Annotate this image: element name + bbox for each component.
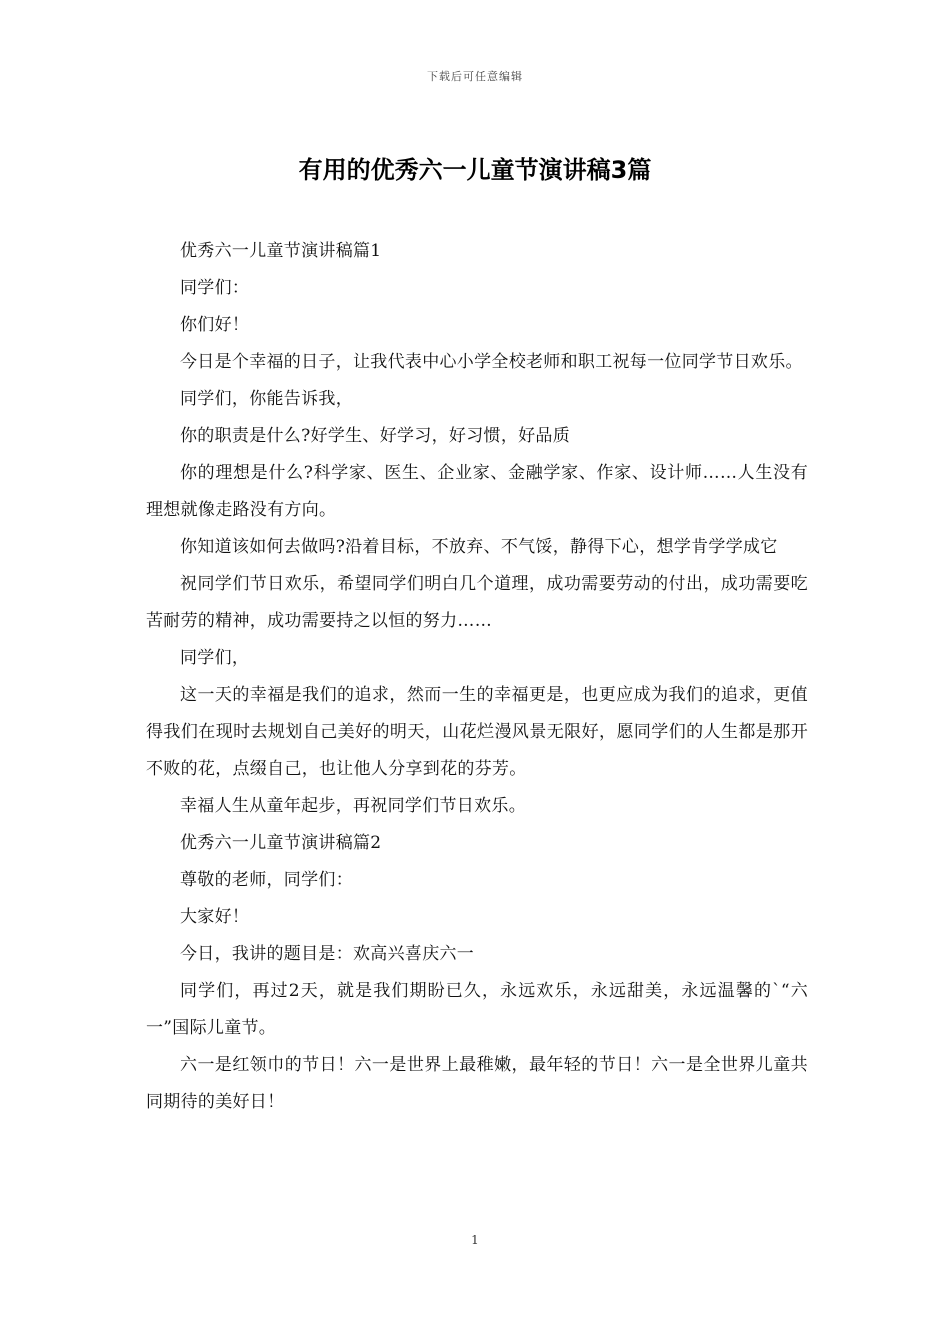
- paragraph: 同学们：: [180, 278, 250, 298]
- paragraph: 你们好！: [180, 315, 250, 335]
- paragraph: 今日，我讲的题目是：欢高兴喜庆六一: [180, 944, 475, 964]
- paragraph: 尊敬的老师，同学们：: [180, 870, 353, 890]
- paragraph: 幸福人生从童年起步，再祝同学们节日欢乐。: [180, 796, 526, 816]
- paragraph: 今日是个幸福的日子，让我代表中心小学全校老师和职工祝每一位同学节日欢乐。: [180, 352, 803, 372]
- paragraph: 同学们，再过2天，就是我们期盼已久，永远欢乐，永远甜美，永远温馨的`“六一”国际儿童节。: [146, 981, 808, 1038]
- paragraph: 优秀六一儿童节演讲稿篇2: [180, 833, 382, 853]
- paragraph: 你知道该如何去做吗?沿着目标，不放弃、不气馁，静得下心，想学肯学学成它: [180, 537, 778, 557]
- paragraph: 这一天的幸福是我们的追求，然而一生的幸福更是，也更应成为我们的追求，更值得我们在现时去规划自己美好的明天，山花烂漫风景无限好，愿同学们的人生都是那开不败的花，点缀自己，也让他人分享到花的芬芳。: [146, 685, 808, 779]
- paragraph: 同学们，: [180, 648, 250, 668]
- header-note: 下载后可任意编辑: [427, 70, 523, 83]
- paragraph: 祝同学们节日欢乐，希望同学们明白几个道理，成功需要劳动的付出，成功需要吃苦耐劳的精神，成功需要持之以恒的努力……: [146, 574, 808, 631]
- paragraph: 你的理想是什么?科学家、医生、企业家、金融学家、作家、设计师……人生没有理想就像走路没有方向。: [146, 463, 808, 520]
- paragraph: 你的职责是什么?好学生、好学习，好习惯，好品质: [180, 426, 571, 446]
- paragraph: 六一是红领巾的节日！六一是世界上最稚嫩，最年轻的节日！六一是全世界儿童共同期待的美好日！: [146, 1055, 808, 1112]
- paragraph: 同学们，你能告诉我，: [180, 389, 353, 409]
- page-number: 1: [471, 1233, 479, 1247]
- document-title: 有用的优秀六一儿童节演讲稿3篇: [298, 156, 652, 184]
- paragraph: 大家好！: [180, 907, 250, 927]
- document-body: [146, 233, 808, 1121]
- paragraph: 优秀六一儿童节演讲稿篇1: [180, 241, 382, 261]
